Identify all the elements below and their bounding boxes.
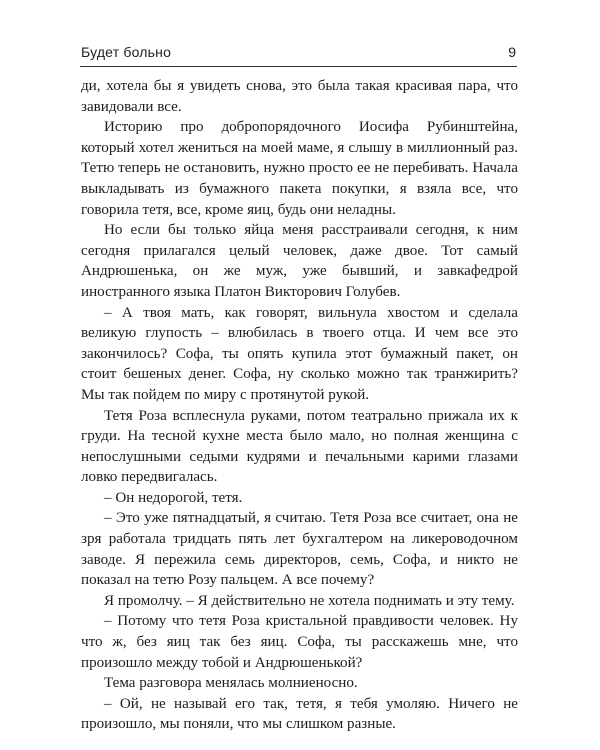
running-head <box>80 40 517 64</box>
page-number: 9 <box>508 44 516 60</box>
paragraph: Историю про добропорядочного Иосифа Рубинштейна, который хотел жениться на моей маме, я слышу в миллионный раз. Тетю теперь не остановить, нужно просто ее не перебивать. Начала выкладывать из бумажного пакета покупки, я взяла все, что говорила тетя, все, кроме яиц, будь они неладны. <box>81 119 518 218</box>
body-text <box>81 76 518 735</box>
paragraph: Я промолчу. – Я действительно не хотела поднимать и эту тему. <box>104 592 515 609</box>
paragraph: Тетя Роза всплеснула руками, потом театрально прижала их к груди. На тесной кухне места было мало, но полная женщина с непослушными седыми кудрями и печальными карими глазами ловко передвигалась. <box>81 407 518 486</box>
dialogue-paragraph: – Потому что тетя Роза кристальной правдивости человек. Ну что ж, без яиц так без яиц. Софа, ты расскажешь мне, что произошло между тобой и Андрюшенькой? <box>81 613 518 671</box>
dialogue-paragraph: – Он недорогой, тетя. <box>104 489 243 506</box>
book-title: Будет больно <box>81 44 172 60</box>
paragraph: Тема разговора менялась молниеносно. <box>104 675 358 692</box>
paragraph-continued: ди, хотела бы я увидеть снова, это была такая красивая пара, что завидовали все. <box>81 78 518 115</box>
dialogue-paragraph: – Ой, не называй его так, тетя, я тебя умоляю. Ничего не произошло, мы поняли, что мы слишком разные. <box>81 695 518 733</box>
dialogue-paragraph: – Это уже пятнадцатый, я считаю. Тетя Роза все считает, она не зря работала тридцать пять лет бухгалтером на ликероводочном заводе. Я пережила семь директоров, семь, Софа, и никто не показал на тетю Розу пальцем. А все почему? <box>81 510 518 589</box>
dialogue-paragraph: – А твоя мать, как говорят, вильнула хвостом и сделала великую глупость – влюбилась в твоего отца. И чем все это закончилось? Софа, ты опять купила этот бумажный пакет, он стоит бешеных денег. Софа, ну сколько можно так транжирить? Мы так пойдем по миру с протянутой рукой. <box>81 304 518 403</box>
header-divider <box>80 66 517 67</box>
paragraph: Но если бы только яйца меня расстраивали сегодня, к ним сегодня прилагался целый человек, даже двое. Тот самый Андрюшенька, он же муж, уже бывший, и завкафедрой иностранного языка Платон Викторович Голубев. <box>81 222 518 300</box>
